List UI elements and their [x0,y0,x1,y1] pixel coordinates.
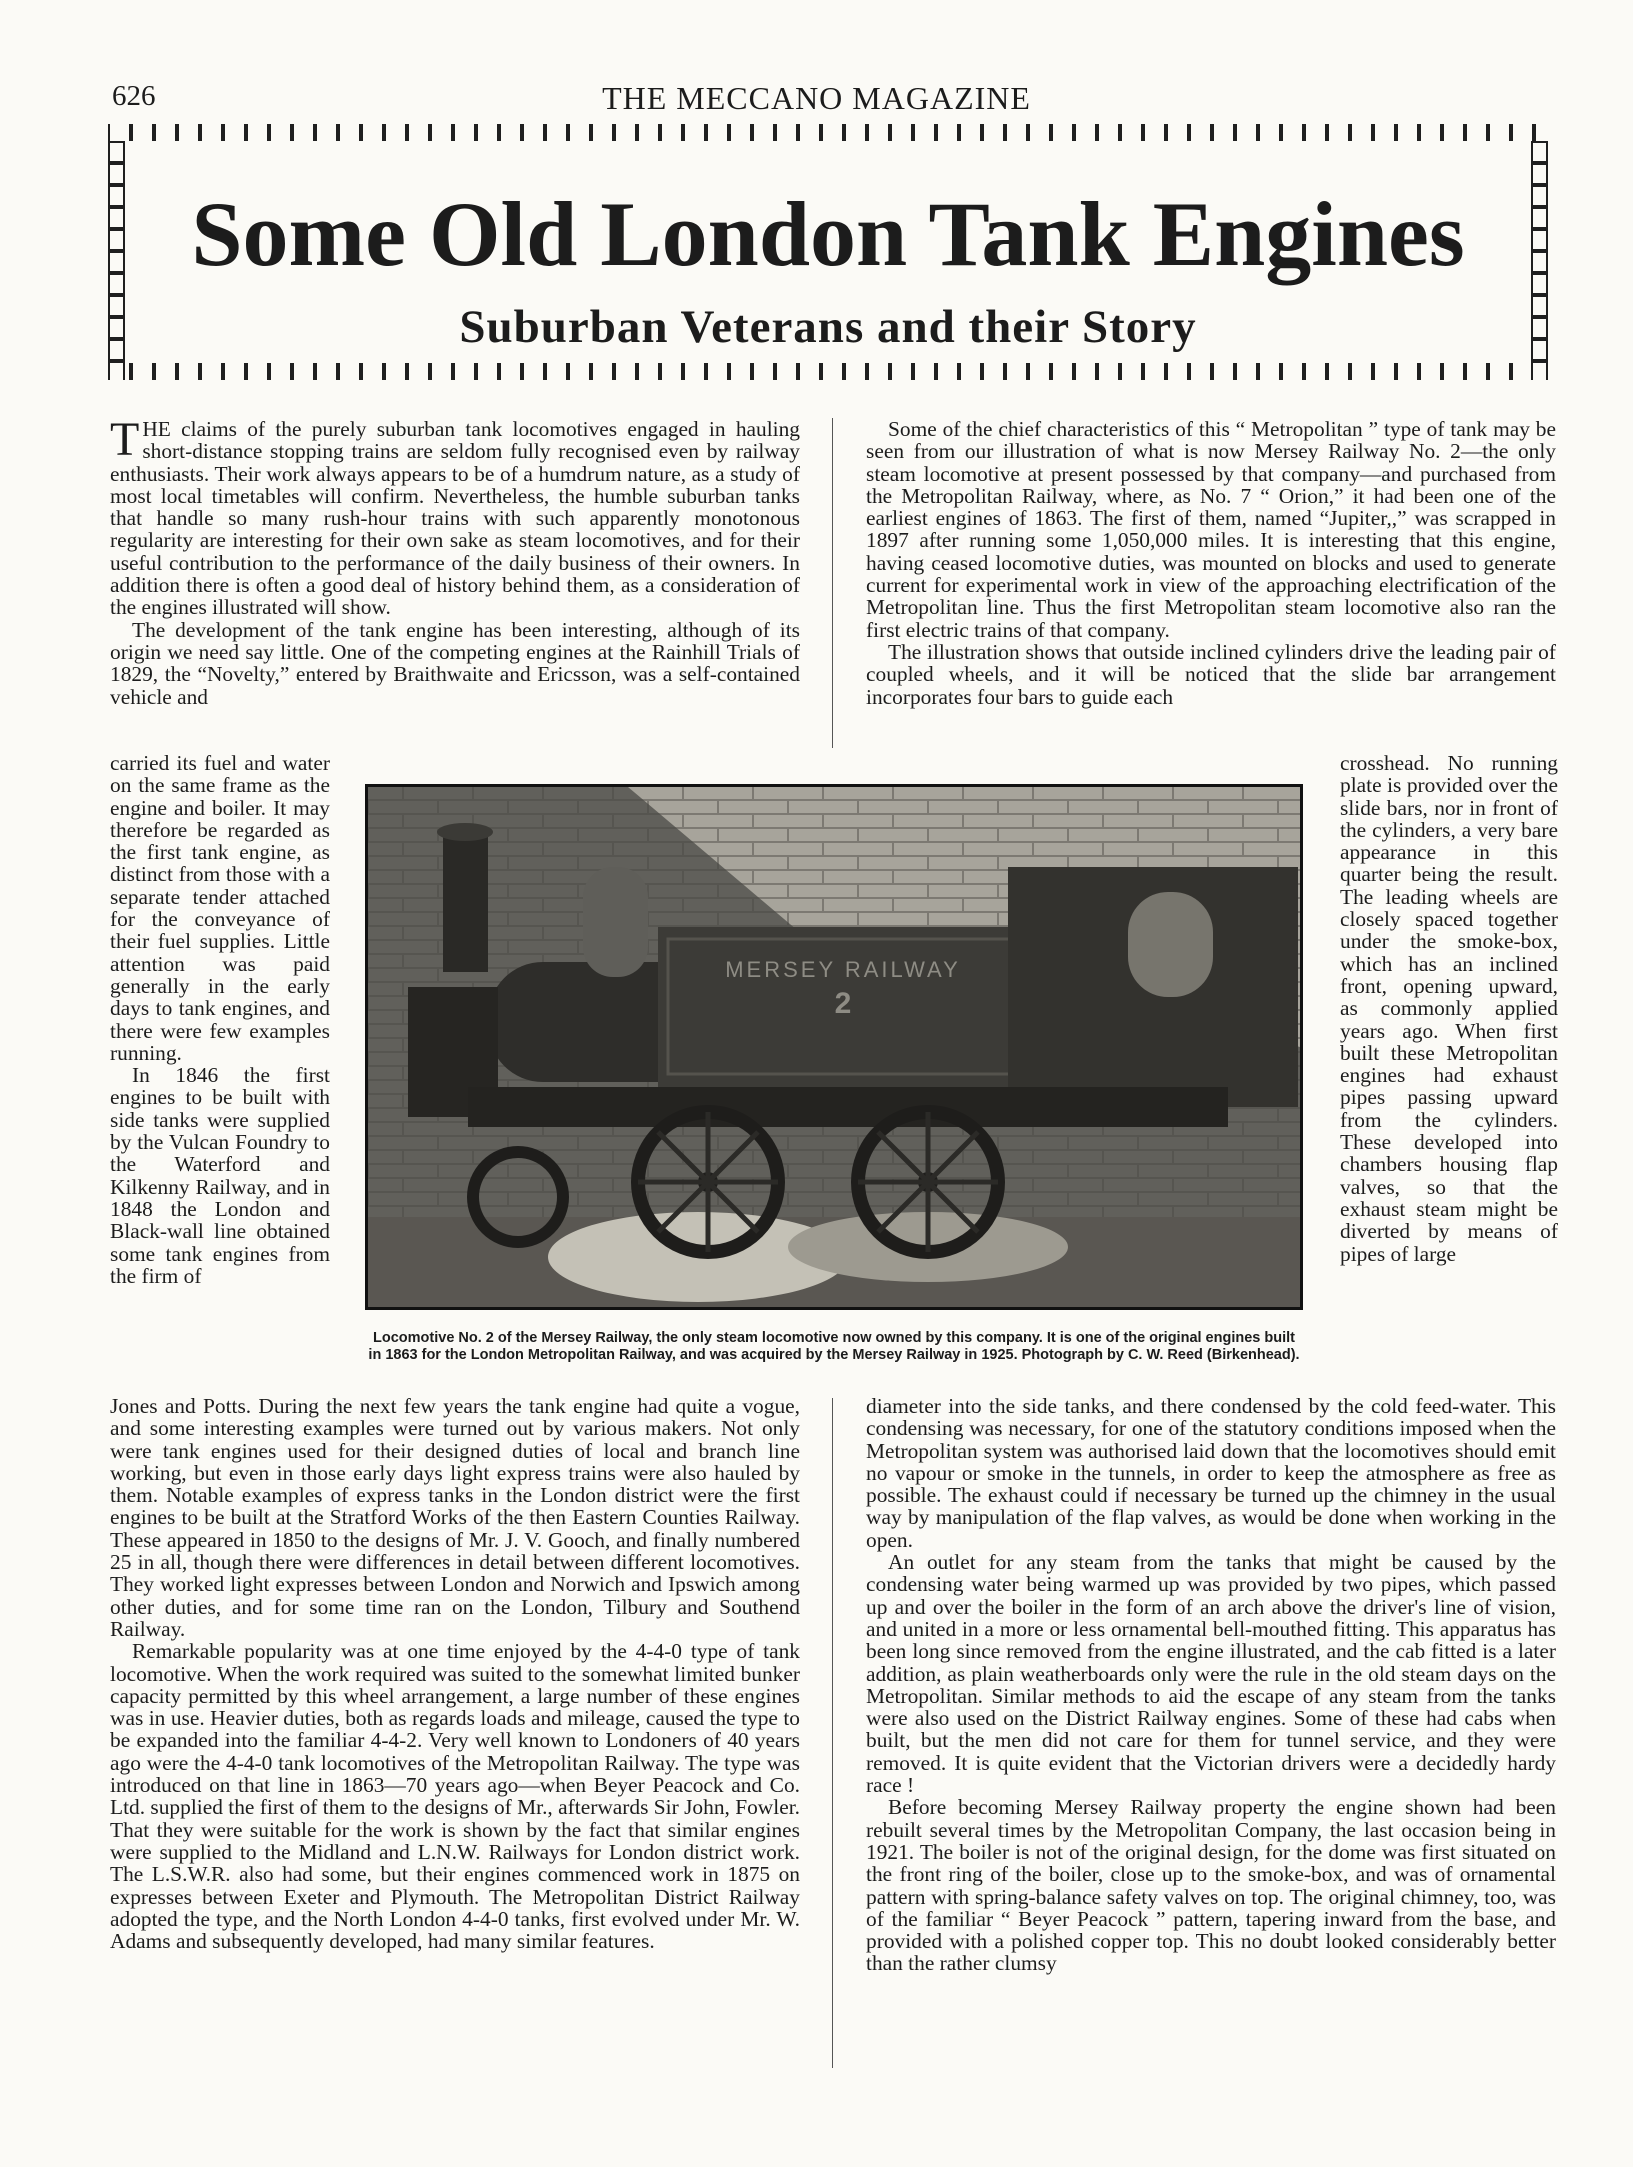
paragraph: The illustration shows that outside inclined cylinders drive the leading pair of coupled wheels, and it will be noticed that the slide bar arrangement incorporates four bars to guide each [866,639,1556,709]
photo-caption: Locomotive No. 2 of the Mersey Railway, the only steam locomotive now owned by this company. It is one of the original engines built in 1863 for the London Metropolitan Railway, and was acquired by the Mersey Railway in 1925. Photograph by C. W. Reed (Birkenhead). [368,1330,1300,1363]
paragraph: Jones and Potts. During the next few years the tank engine had quite a vogue, and some interesting examples were turned out by various makers. Not only were tank engines used for their designed duties of local and branch line working, but even in those early days light express trains were also hauled by them. Notable examples of express tanks in the London district were the first engines to be built at the Stratford Works of the then Eastern Counties Railway. These appeared in 1850 to the designs of Mr. J. V. Gooch, and finally numbered 25 in all, though there were differences in detail between different locomotives. They worked light expresses between London and Norwich and Ipswich among other duties, and for some time ran on the London, Tilbury and Southend Railway. [110,1394,800,1641]
locomotive-photo [365,784,1303,1310]
column-divider [832,418,833,748]
title-frame-bottom [108,363,1548,380]
paragraph: crosshead. No running plate is provided over the slide bars, nor in front of the cylinders, a very bare appearance in this quarter being the result. The leading wheels are closely spaced together under the smoke-box, which has an inclined front, opening upward, as commonly applied years ago. When first built these Metropolitan engines had exhaust pipes passing upward from the cylinders. These developed into chambers housing flap valves, so that the exhaust steam might be diverted by means of pipes of large [1340,751,1558,1266]
tank-number: 2 [834,987,852,1020]
article-title: Some Old London Tank Engines [191,183,1465,285]
paragraph: Before becoming Mersey Railway property the engine shown had been rebuilt several times by the Metropolitan Company, the last occasion being in 1921. The boiler is not of the original design, for the dome was first situated on the front ring of the boiler, close up to the smoke-box, and was of ornamental pattern with spring-balance safety valves on top. The original chimney, too, was of the familiar “ Beyer Peacock ” pattern, tapering inward from the base, and provided with a polished copper top. This no doubt looked considerably better than the rather clumsy [866,1795,1556,1976]
tank-lettering: MERSEY RAILWAY [725,957,961,982]
paragraph: Remarkable popularity was at one time enjoyed by the 4-4-0 type of tank locomotive. When the work required was suited to the somewhat limited bunker capacity permitted by this wheel arrangement, a large number of these engines was in use. Heavier duties, both as regards loads and mileage, caused the type to be expanded into the familiar 4-4-2. Very well known to Londoners of 40 years ago were the 4-4-0 tank locomotives of the Metropolitan Railway. The type was introduced on that line in 1863—70 years ago—when Beyer Peacock and Co. Ltd. supplied the first of them to the designs of Mr., afterwards Sir John, Fowler. That they were suitable for the work is shown by the fact that similar engines were supplied to the Midland and L.N.W. Railways for London district work. The L.S.W.R. also had some, but their engines commenced work in 1875 on expresses between Exeter and Plymouth. The Metropolitan District Railway adopted the type, and the North London 4-4-0 tanks, first evolved under Mr. W. Adams and subsequently developed, had many similar features. [110,1639,800,1954]
paragraph: An outlet for any steam from the tanks that might be caused by the condensing water being warmed up was provided by two pipes, which passed up and over the boiler in the form of an arch above the driver's line of vision, and united in a more or less ornamental bell-mouthed fitting. This apparatus has been long since removed from the engine illustrated, and the cab fitted is a later addition, as plain weatherboards only were the rule in the old steam days on the Metropolitan. Similar methods to aid the escape of any steam from the tanks were also used on the District Railway engines. Some of these had cabs when built, but the men did not care for them for tunnel service, and they were removed. It is quite evident that the Victorian drivers were a decidedly hardy race ! [866,1550,1556,1798]
left-narrow-column [110,752,330,1287]
column-divider [832,1398,833,2068]
paragraph: Some of the chief characteristics of this “ Metropolitan ” type of tank may be seen from our illustration of what is now Mersey Railway No. 2—the only steam locomotive at present possessed by that company—and purchased from the Metropolitan Railway, where, as No. 7 “ Orion,” it had been one of the earliest engines of 1863. The first of them, named “Jupiter,,” was scrapped in 1897 after running some 1,050,000 miles. It is interesting that this engine, having ceased locomotive duties, was mounted on blocks and used to generate current for experimental work in view of the approaching electrification of the Metropolitan line. Thus the first Metropolitan steam locomotive also ran the first electric trains of that company. [866,417,1556,642]
right-column-bottom [866,1395,1556,1975]
paragraph: In 1846 the first engines to be built with side tanks were supplied by the Vulcan Foundry to the Waterford and Kilkenny Railway, and in 1848 the London and Black-wall line obtained some tank engines from the firm of [110,1063,330,1288]
page-number: 626 [112,80,156,112]
paragraph: carried its fuel and water on the same frame as the engine and boiler. It may therefore be regarded as the first tank engine, as distinct from those with a separate tender attached for the conveyance of their fuel supplies. Little attention was paid generally in the early days to tank engines, and there were few examples running. [110,751,330,1065]
paragraph: diameter into the side tanks, and there condensed by the cold feed-water. This condensing was necessary, for one of the statutory conditions imposed when the Metropolitan system was authorised laid down that the locomotives should emit no vapour or smoke in the tunnels, in order to keep the atmosphere as free as possible. The exhaust could if necessary be turned up the chimney in the usual way by manipulation of the flap valves, as would be done when working in the open. [866,1394,1556,1552]
left-column-top [110,413,800,709]
paragraph: HE claims of the purely suburban tank locomotives engaged in hauling short-distance stopping trains are seldom fully recognised even by railway enthusiasts. Their work always appears to be of a humdrum nature, as a study of most local timetables will confirm. Nevertheless, the humble suburban tanks that handle so many rush-hour trains with such apparently monotonous regularity are interesting for their own sake as steam locomotives, and for their useful contribution to the performance of the daily business of their owners. In addition there is often a good deal of history behind them, as a consideration of the engines illustrated will show. [110,417,800,620]
right-narrow-column [1340,752,1558,1265]
magazine-title: THE MECCANO MAGAZINE [602,80,1031,116]
article-subtitle: Suburban Veterans and their Story [459,301,1197,353]
title-frame-top [108,124,1548,141]
title-frame-left [108,141,125,380]
right-column-top [866,418,1556,708]
title-frame-right [1531,141,1548,380]
left-column-bottom [110,1395,800,1952]
drop-cap: T [110,413,140,466]
paragraph: The development of the tank engine has been interesting, although of its origin we need say little. One of the competing engines at the Rainhill Trials of 1829, the “Novelty,” entered by Braithwaite and Ericsson, was a self-contained vehicle and [110,617,800,709]
